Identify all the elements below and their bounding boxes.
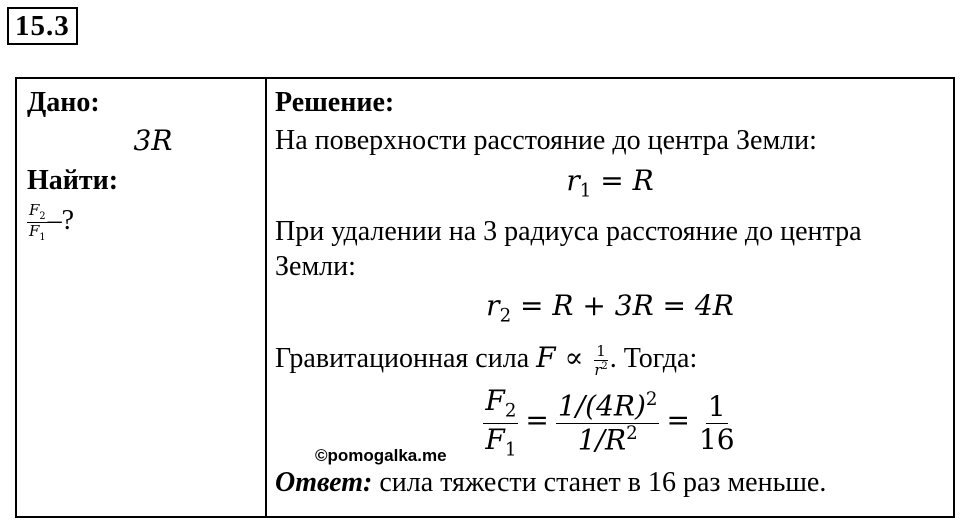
- find-header: Найти:: [27, 165, 119, 196]
- answer-line: [275, 463, 945, 503]
- find-suffix: –?: [47, 205, 75, 236]
- find-expression: [27, 201, 259, 243]
- ratio-fraction-3: $\frac{1}{16}$: [698, 389, 735, 456]
- column-divider: [265, 79, 267, 516]
- given-column: [27, 85, 259, 243]
- watermark: ©pomogalka.me: [315, 446, 447, 465]
- solution-line-1: На поверхности расстояние до центра Земли:: [275, 125, 817, 156]
- solution-line-3: Гравитационная сила F ∝ $\frac{1}{r^2}$ . Тогда:: [275, 341, 698, 379]
- given-header: Дано:: [27, 87, 100, 118]
- given-value: 3R: [133, 124, 173, 157]
- find-fraction: $\frac{F_2}{F_1}$: [29, 200, 46, 244]
- ratio-fraction-2: $\frac{1/(4R)^2}{1/R^2}$: [557, 389, 658, 457]
- solution-line-2b: Земли:: [275, 250, 356, 282]
- equation-r1: $r_1 = R$: [566, 164, 654, 202]
- answer-label: Ответ:: [275, 467, 373, 499]
- inverse-square-fraction: $\frac{1}{r^2}$: [594, 341, 608, 379]
- solution-header: Решение:: [275, 87, 395, 118]
- equation-r2: $r_2 = R + 3R = 4R$: [486, 288, 734, 327]
- ratio-fraction-1: $\frac{F_2}{F_1}$: [485, 384, 517, 461]
- solution-line-2a: При удалении на 3 радиуса расстояние до центра: [275, 215, 862, 247]
- answer-text: сила тяжести станет в 16 раз меньше.: [372, 467, 827, 499]
- solution-table: [15, 77, 955, 518]
- problem-number: 15.3: [7, 7, 78, 45]
- equation-ratio: $\frac{F_2}{F_1}$ = $\frac{1/(4R)^2}{1/R^2}$ = $\frac{1}{16}$: [485, 384, 735, 461]
- solution-column: [275, 85, 945, 503]
